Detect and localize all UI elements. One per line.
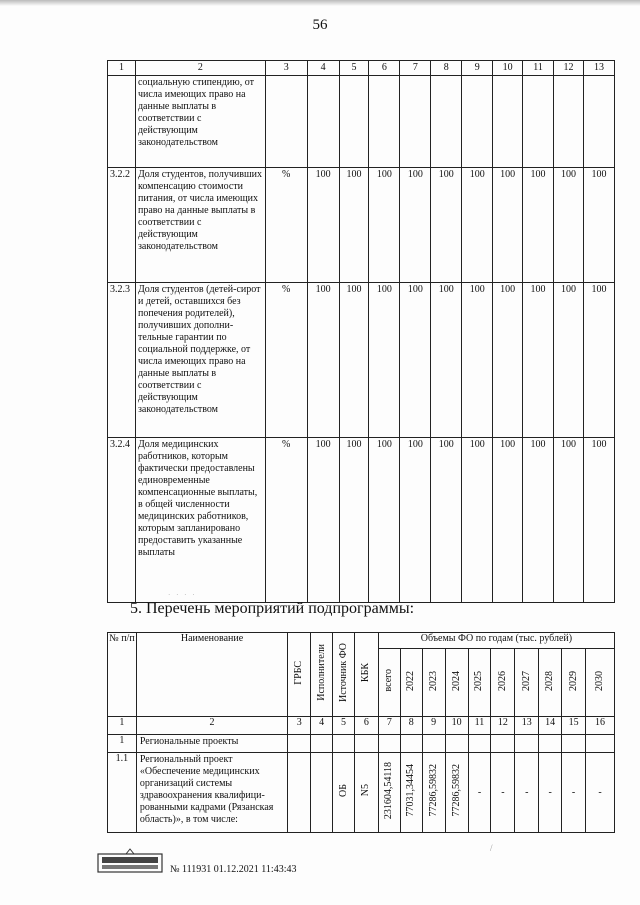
value: 100 [431,438,462,603]
amount-cell: - [586,753,615,833]
col-header-source: Источник ФО [337,643,349,702]
value: 100 [307,283,339,438]
row-no: 1.1 [108,753,137,833]
indicator-no: 3.2.4 [108,438,136,603]
scan-artifact: / [490,843,493,853]
col-number: 3 [288,717,311,735]
value: 100 [369,283,400,438]
page-number: 56 [312,17,328,33]
col-header-year: 2030 [594,670,605,691]
section-heading: 5. Перечень мероприятий подпрограммы: [130,600,415,617]
unit: % [265,438,307,603]
value: 100 [554,283,584,438]
value: 100 [554,168,584,283]
table-header-row [108,61,615,76]
value: 100 [462,438,493,603]
registry-stamp-icon [96,848,164,874]
value: 100 [339,438,369,603]
col-header: 11 [523,61,554,76]
table-row [108,438,615,603]
col-number: 11 [468,717,491,735]
col-number: 2 [136,717,287,735]
col-header: 3 [265,61,307,76]
col-header-year: 2025 [473,670,485,691]
col-header: 6 [369,61,400,76]
amount-cell: 231604,54118 [383,761,395,820]
col-header-year: 2028 [544,670,556,691]
row-name: Региональные проекты [136,735,287,753]
value: 100 [431,283,462,438]
col-header-no: № п/п [108,633,137,717]
col-number: 7 [378,717,400,735]
measures-table [107,632,615,833]
col-number: 5 [333,717,355,735]
value: 100 [523,168,554,283]
row-name: Региональный проект «Обеспечение медицинских организаций системы здравоохранения квалифици-рованными кадрами (Рязанская область)», в том числе: [136,753,287,833]
col-header-kbk: КБК [360,662,372,683]
col-number: 13 [515,717,539,735]
col-number: 10 [445,717,468,735]
value: 100 [400,283,431,438]
amount-cell: - [515,753,539,833]
indicator-desc: социальную стипендию, от числа имеющих право на данные выплаты в соответствии с действующим законодательством [135,76,265,168]
col-header-year: 2026 [496,670,508,691]
value: 100 [400,438,431,603]
row-no: 1 [108,735,137,753]
document-footer: № 111931 01.12.2021 11:43:43 [170,864,297,875]
value: 100 [369,168,400,283]
table-row [108,283,615,438]
amount-cell: 77286,59832 [427,764,439,817]
unit: % [265,283,307,438]
unit: % [265,168,307,283]
value: 100 [554,438,584,603]
col-number: 8 [400,717,422,735]
value: 100 [493,283,523,438]
value: 100 [462,283,493,438]
kbk-cell: N5 [360,784,372,797]
col-header: 4 [307,61,339,76]
value: 100 [307,168,339,283]
col-number: 1 [108,717,137,735]
table-row [108,76,615,168]
col-number: 15 [562,717,586,735]
value: 100 [583,283,614,438]
col-header: 2 [135,61,265,76]
value: 100 [400,168,431,283]
value: 100 [493,438,523,603]
col-header-grbs: ГРБС [293,660,305,685]
col-header-year: 2024 [450,670,462,691]
indicators-table [107,60,615,603]
amount-cell: 77031,34454 [405,764,417,817]
indicator-no: 3.2.3 [108,283,136,438]
scan-artifact: · · · · [168,591,197,599]
value: 100 [583,438,614,603]
value: 100 [431,168,462,283]
col-header: 13 [583,61,614,76]
indicator-desc: Доля студентов (детей-сирот и детей, оставшихся без попечения родителей), получивших дополни-тельные гарантии по социальной поддержке, от числа имеющих право на данные выплаты в соответствии с действующим законодательством [135,283,265,438]
amount-cell: - [562,753,586,833]
col-header: 9 [462,61,493,76]
value: 100 [369,438,400,603]
col-header: 10 [493,61,523,76]
col-number: 6 [354,717,378,735]
value: 100 [307,438,339,603]
col-header-year: 2029 [567,670,579,691]
value: 100 [493,168,523,283]
col-header-year: 2027 [520,670,532,691]
col-header-year: 2022 [405,670,417,691]
scan-edge [0,0,640,6]
amount-cell: - [539,753,562,833]
amount-cell: - [491,753,515,833]
value: 100 [339,283,369,438]
value: 100 [462,168,493,283]
value: 100 [339,168,369,283]
col-header-year: всего [383,669,395,692]
table-row [108,753,615,833]
indicator-desc: Доля студентов, получивших компенсацию стоимости питания, от числа имеющих право на данные выплаты в соответствии с действующим законодательством [135,168,265,283]
col-header: 7 [400,61,431,76]
table-row [108,735,615,753]
col-header-volumes: Объемы ФО по годам (тыс. рублей) [378,633,614,649]
column-numbers-row [108,717,615,735]
col-header: 12 [554,61,584,76]
col-number: 4 [311,717,333,735]
col-number: 9 [422,717,445,735]
value: 100 [523,438,554,603]
amount-cell: 77286,59832 [450,764,462,817]
table-row [108,168,615,283]
col-header: 1 [108,61,136,76]
col-number: 14 [539,717,562,735]
col-header: 5 [339,61,369,76]
source-cell: ОБ [337,784,349,797]
col-header-executors: Исполнители [315,644,327,701]
col-number: 12 [491,717,515,735]
col-header: 8 [431,61,462,76]
indicator-desc: Доля медицинских работников, которым фактически предоставлены единовременные компенсационные выплаты, в общей численности медицинских работников, которым запланировано предоставить указанные выплаты [135,438,265,603]
indicator-no: 3.2.2 [108,168,136,283]
value: 100 [523,283,554,438]
col-header-name: Наименование [136,633,287,717]
col-header-year: 2023 [427,670,439,691]
amount-cell: - [468,753,491,833]
value: 100 [583,168,614,283]
col-number: 16 [586,717,615,735]
